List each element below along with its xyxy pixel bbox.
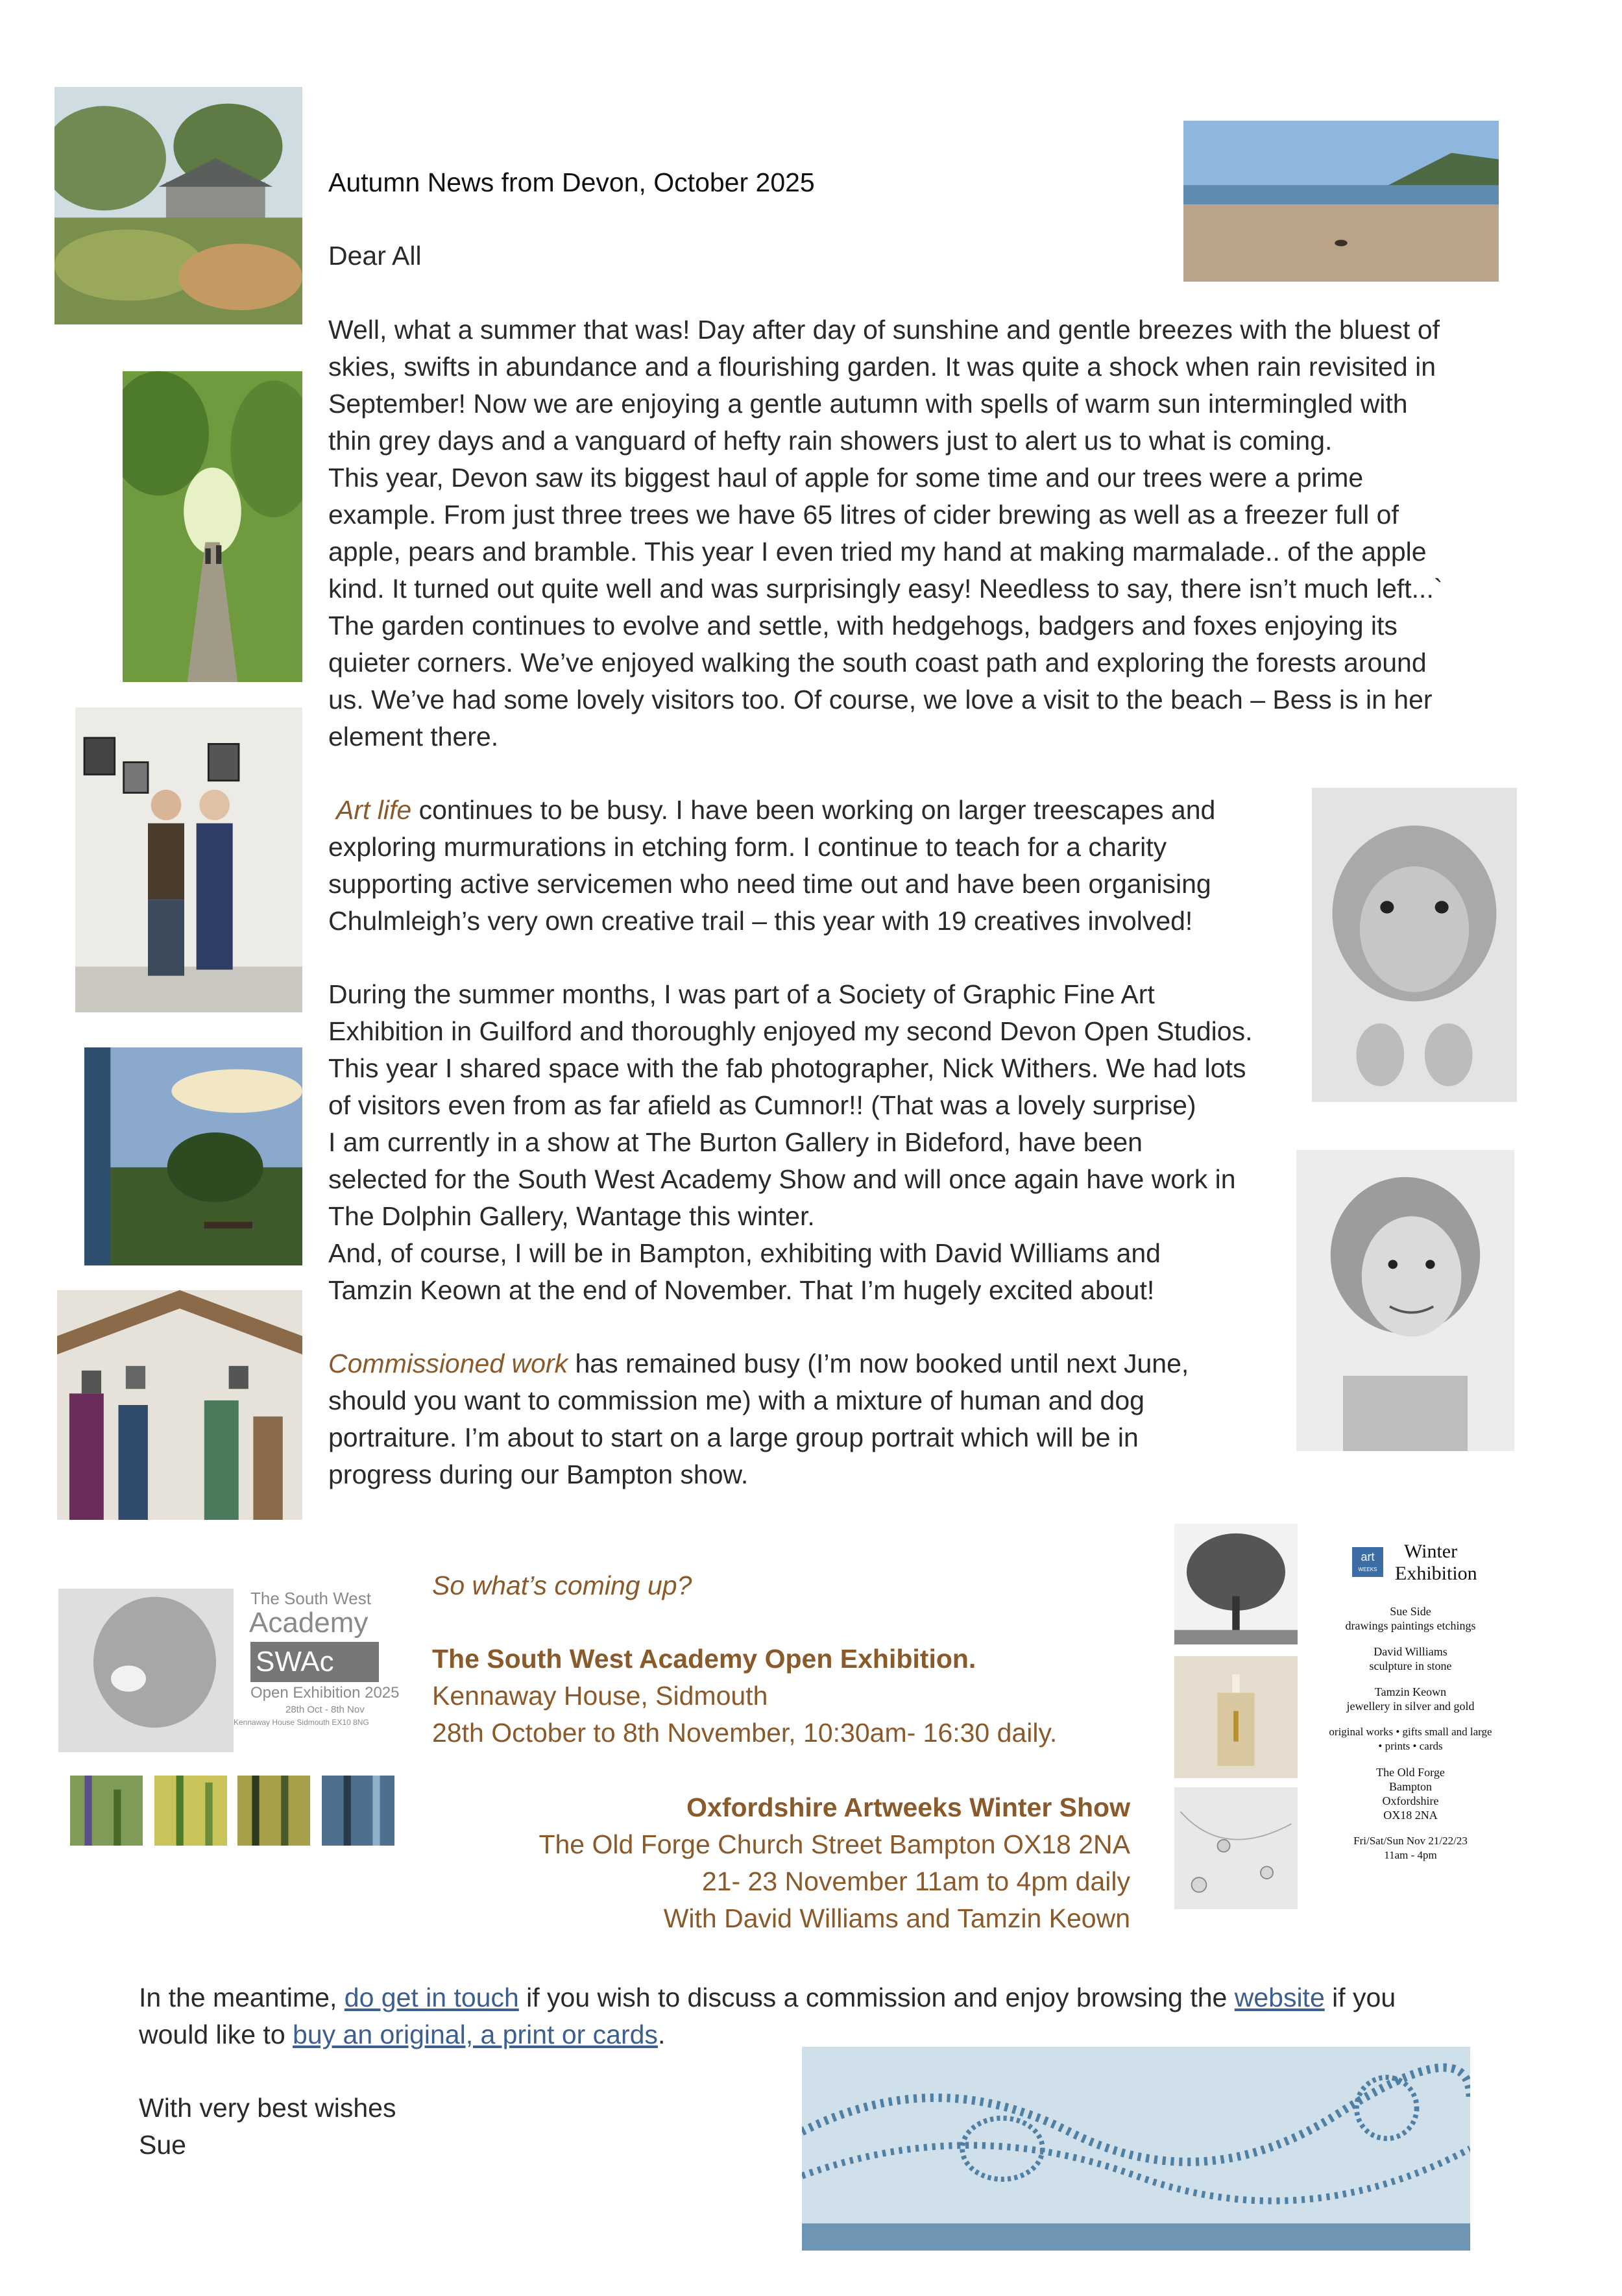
- address-line-1: The Old Forge: [1376, 1766, 1445, 1779]
- text-line: Exhibition in Guilford and thoroughly enjoyed my second Devon Open Studios.: [328, 1016, 1253, 1046]
- artist-3-name: Tamzin Keown: [1374, 1685, 1447, 1698]
- swa-tile-1: [70, 1776, 143, 1846]
- signature-name: Sue: [139, 2130, 186, 2160]
- text-line: element there.: [328, 722, 499, 751]
- swa-poster-badge: SWAc: [250, 1642, 379, 1682]
- text-line: should you want to commission me) with a mixture of human and dog: [328, 1386, 1144, 1415]
- beach-photo: [1183, 121, 1499, 282]
- text-line: Well, what a summer that was! Day after day of sunshine and gentle breezes with the bluest of: [328, 315, 1440, 345]
- text-line: us. We’ve had some lovely visitors too. Of course, we love a visit to the beach – Bess is in her: [328, 685, 1433, 714]
- text-line: [328, 1345, 1189, 1382]
- swa-tile-3: [237, 1776, 310, 1846]
- dates-line-2: 11am - 4pm: [1384, 1849, 1437, 1861]
- text-fragment: continues to be busy. I have been working on larger treescapes and: [411, 795, 1216, 825]
- address-line-2: Bampton: [1389, 1780, 1432, 1793]
- garden-view-photo: [84, 1047, 302, 1265]
- text-line: [328, 792, 1215, 829]
- swa-tile-4: [322, 1776, 394, 1846]
- paragraph-summer-shows: [328, 976, 1252, 1309]
- art-life-label: Art life: [336, 795, 412, 825]
- artweeks-logo-text: art: [1361, 1550, 1375, 1563]
- swa-poster-line2: Academy: [249, 1607, 369, 1639]
- gallery-couple-photo: [75, 707, 302, 1012]
- artweeks-logo-sub: WEEKS: [1358, 1567, 1377, 1572]
- text-fragment: In the meantime,: [139, 1983, 345, 2012]
- swa-exhibition-venue: Kennaway House, Sidmouth: [432, 1681, 768, 1711]
- swa-hair-drawing: [58, 1589, 234, 1752]
- text-line: exploring murmurations in etching form. I continue to teach for a charity: [328, 832, 1167, 862]
- paragraph-summer: [328, 311, 1443, 755]
- oxf-title: Oxfordshire Artweeks Winter Show: [686, 1792, 1130, 1822]
- works-line-2: • prints • cards: [1378, 1740, 1443, 1752]
- swa-poster-line1: The South West: [250, 1589, 371, 1608]
- paragraph-commissions: [328, 1345, 1189, 1493]
- artist-2-name: David Williams: [1374, 1645, 1447, 1658]
- text-line: The Dolphin Gallery, Wantage this winter.: [328, 1201, 815, 1231]
- oxfordshire-artweeks-block: [480, 1789, 1130, 1937]
- text-fragment: has remained busy (I’m now booked until next June,: [568, 1349, 1189, 1378]
- exhibition-visitors-photo: [57, 1290, 302, 1520]
- woman-portrait-drawing: [1296, 1150, 1514, 1451]
- paragraph-art-life: [328, 792, 1215, 940]
- closing-line-1: [139, 1979, 1396, 2016]
- text-line: I am currently in a show at The Burton Gallery in Bideford, have been: [328, 1127, 1143, 1157]
- artist-1-media: drawings paintings etchings: [1345, 1619, 1476, 1632]
- contact-link[interactable]: do get in touch: [344, 1983, 519, 2012]
- text-line: During the summer months, I was part of a Society of Graphic Fine Art: [328, 979, 1155, 1009]
- text-line: example. From just three trees we have 65 litres of cider brewing as well as a freezer full of: [328, 500, 1399, 530]
- silver-jewellery: [1174, 1787, 1298, 1909]
- dog-drawing: [1312, 788, 1517, 1102]
- swa-poster-line5: Kennaway House Sidmouth EX10 8NG: [234, 1718, 369, 1727]
- swa-tile-2: [154, 1776, 227, 1846]
- greeting: Dear All: [328, 241, 422, 271]
- text-line: This year, Devon saw its biggest haul of apple for some time and our trees were a prime: [328, 463, 1364, 493]
- address-line-3: Oxfordshire: [1382, 1794, 1439, 1807]
- text-line: thin grey days and a vanguard of hefty rain showers just to alert us to what is coming.: [328, 426, 1333, 456]
- text-line: progress during our Bampton show.: [328, 1459, 749, 1489]
- website-link[interactable]: website: [1234, 1983, 1325, 2012]
- text-line: kind. It turned out quite well and was surprisingly easy! Needless to say, there isn’t much left...`: [328, 574, 1443, 604]
- oxf-with: With David Williams and Tamzin Keown: [663, 1903, 1130, 1933]
- murmuration-etching: [802, 2047, 1470, 2251]
- buy-link[interactable]: buy an original, a print or cards: [293, 2020, 658, 2049]
- text-line: And, of course, I will be in Bampton, exhibiting with David Williams and: [328, 1238, 1161, 1268]
- text-fragment: .: [657, 2020, 666, 2049]
- text-line: apple, pears and bramble. This year I even tried my hand at making marmalade.. of the apple: [328, 537, 1427, 567]
- text-fragment: if you: [1324, 1983, 1396, 2012]
- text-line: portraiture. I’m about to start on a large group portrait which will be in: [328, 1423, 1139, 1452]
- garden-cabin-photo: [54, 87, 302, 324]
- text-line: The garden continues to evolve and settle, with hedgehogs, badgers and foxes enjoying its: [328, 611, 1398, 641]
- text-line: skies, swifts in abundance and a flourishing garden. It was quite a shock when rain revisited in: [328, 352, 1436, 382]
- works-line-1: original works • gifts small and large: [1329, 1726, 1492, 1738]
- swa-poster-line4: 28th Oct - 8th Nov: [285, 1704, 365, 1715]
- text-line: Tamzin Keown at the end of November. That I’m hugely excited about!: [328, 1275, 1155, 1305]
- artist-1-name: Sue Side: [1390, 1605, 1431, 1618]
- text-line: supporting active servicemen who need time out and have been organising: [328, 869, 1211, 899]
- tree-etching: [1174, 1524, 1298, 1644]
- winter-title-1: Winter: [1404, 1541, 1458, 1562]
- text-line: quieter corners. We’ve enjoyed walking the south coast path and exploring the forests around: [328, 648, 1427, 678]
- woodland-path-photo: [123, 371, 302, 682]
- swa-poster-line3: Open Exhibition 2025: [250, 1684, 400, 1702]
- text-fragment: if you wish to discuss a commission and enjoy browsing the: [518, 1983, 1235, 2012]
- coming-up-heading: So what’s coming up?: [432, 1570, 692, 1600]
- text-line: September! Now we are enjoying a gentle autumn with spells of warm sun intermingled with: [328, 389, 1408, 419]
- swa-poster-text: [234, 1589, 400, 1757]
- text-fragment: would like to: [139, 2020, 293, 2049]
- letter-title: Autumn News from Devon, October 2025: [328, 167, 815, 197]
- swa-exhibition-title: The South West Academy Open Exhibition.: [432, 1644, 976, 1674]
- text-line: Chulmleigh’s very own creative trail – this year with 19 creatives involved!: [328, 906, 1193, 936]
- text-line: selected for the South West Academy Show and will once again have work in: [328, 1164, 1236, 1194]
- winter-exhibition-poster: [1307, 1538, 1514, 1914]
- text-line: This year I shared space with the fab photographer, Nick Withers. We had lots: [328, 1053, 1246, 1083]
- text-line: of visitors even from as far afield as Cumnor!! (That was a lovely surprise): [328, 1090, 1196, 1120]
- dates-line-1: Fri/Sat/Sun Nov 21/22/23: [1353, 1835, 1468, 1847]
- artweeks-logo: [1352, 1547, 1383, 1577]
- closing-line-2: [139, 2016, 665, 2053]
- sign-off: With very best wishes: [139, 2093, 396, 2123]
- commissioned-work-label: Commissioned work: [328, 1349, 568, 1378]
- winter-title-2: Exhibition: [1395, 1563, 1477, 1584]
- address-line-4: OX18 2NA: [1383, 1809, 1438, 1822]
- stone-candle-sculpture: [1174, 1656, 1298, 1778]
- artist-3-media: jewellery in silver and gold: [1346, 1700, 1475, 1713]
- oxf-venue: The Old Forge Church Street Bampton OX18 2NA: [539, 1829, 1130, 1859]
- oxf-dates: 21- 23 November 11am to 4pm daily: [701, 1866, 1130, 1896]
- artist-2-media: sculpture in stone: [1369, 1659, 1452, 1672]
- swa-exhibition-dates: 28th October to 8th November, 10:30am- 16:30 daily.: [432, 1718, 1058, 1748]
